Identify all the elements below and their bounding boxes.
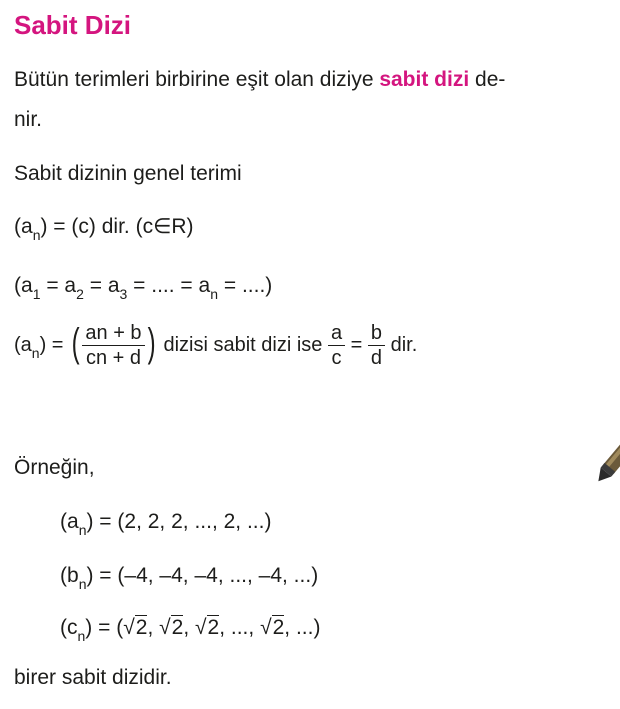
pencil-icon	[598, 430, 620, 488]
subscript: n	[78, 576, 87, 592]
formula-text: dir.	[385, 333, 418, 356]
formula-equal-terms	[14, 272, 272, 301]
section-title: Sabit Dizi	[14, 10, 132, 40]
sqrt-two	[195, 614, 219, 642]
formula-text: (a	[14, 333, 32, 356]
formula-text: (c	[60, 616, 78, 639]
definition-text-start: Bütün terimleri birbirine eşit olan diziye	[14, 68, 380, 91]
radicand: 2	[207, 616, 220, 639]
sequence-fraction	[82, 322, 144, 369]
subscript: 1	[32, 286, 41, 302]
right-paren: )	[147, 320, 156, 365]
sqrt-two	[260, 614, 284, 642]
definition-line-2: nir.	[14, 108, 43, 131]
formula-text: (a	[60, 510, 79, 533]
sqrt-two	[123, 614, 147, 642]
equals-sign: =	[350, 333, 363, 356]
fraction-numerator: an + b	[82, 322, 144, 346]
radicand: 2	[171, 616, 184, 639]
formula-text: , ...)	[284, 616, 321, 639]
radicand: 2	[135, 616, 148, 639]
separator: ,	[183, 616, 195, 639]
fraction-numerator: a	[328, 322, 345, 346]
ratio-fraction-2	[368, 322, 385, 369]
example-row	[60, 614, 320, 643]
definition-text-end: de-	[469, 68, 506, 91]
formula-text: = .... = a	[127, 274, 211, 297]
formula-text: ) = (	[85, 616, 124, 639]
subscript: n	[31, 344, 40, 361]
formula-text: (a	[14, 274, 33, 297]
example-label: Örneğin,	[14, 456, 95, 479]
subscript: 2	[76, 286, 84, 302]
subscript: n	[77, 628, 86, 644]
formula-text: ) =	[39, 333, 64, 356]
general-term-label: Sabit dizinin genel terimi	[14, 162, 242, 185]
formula-text: = a	[40, 274, 77, 297]
formula-fraction-condition	[14, 322, 417, 369]
separator: , ...,	[219, 616, 261, 639]
formula-text: (b	[60, 564, 79, 587]
radical-sign: √	[159, 616, 171, 639]
formula-text: = ....)	[218, 274, 273, 297]
subscript: n	[210, 286, 219, 302]
formula-text: ) = (–4, –4, –4, ..., –4, ...)	[86, 564, 319, 587]
formula-text: ) = (2, 2, 2, ..., 2, ...)	[86, 510, 272, 533]
radical-sign: √	[260, 616, 272, 639]
radicand: 2	[272, 616, 285, 639]
subscript: n	[78, 522, 87, 538]
sqrt-two	[159, 614, 183, 642]
subscript: 3	[119, 286, 128, 302]
definition-line-1	[14, 66, 505, 94]
radical-sign: √	[195, 616, 207, 639]
conclusion-text: birer sabit dizidir.	[14, 666, 172, 689]
fraction-denominator: c	[331, 347, 342, 369]
definition-highlight: sabit dizi	[379, 68, 470, 91]
formula-text: dizisi sabit dizi ise	[157, 333, 328, 356]
fraction-denominator: d	[370, 347, 383, 369]
formula-text: ) = (c) dir. (c∈R)	[40, 215, 194, 238]
radical-sign: √	[123, 616, 135, 639]
fraction-denominator: cn + d	[85, 347, 141, 369]
ratio-fraction-1	[328, 322, 345, 369]
formula-text: (a	[14, 215, 33, 238]
left-paren: (	[71, 320, 80, 365]
separator: ,	[147, 616, 160, 639]
example-row	[60, 562, 318, 591]
formula-general-term	[14, 213, 194, 242]
formula-text: = a	[83, 274, 120, 297]
subscript: n	[32, 227, 41, 243]
fraction-numerator: b	[368, 322, 385, 346]
example-row	[60, 508, 271, 537]
